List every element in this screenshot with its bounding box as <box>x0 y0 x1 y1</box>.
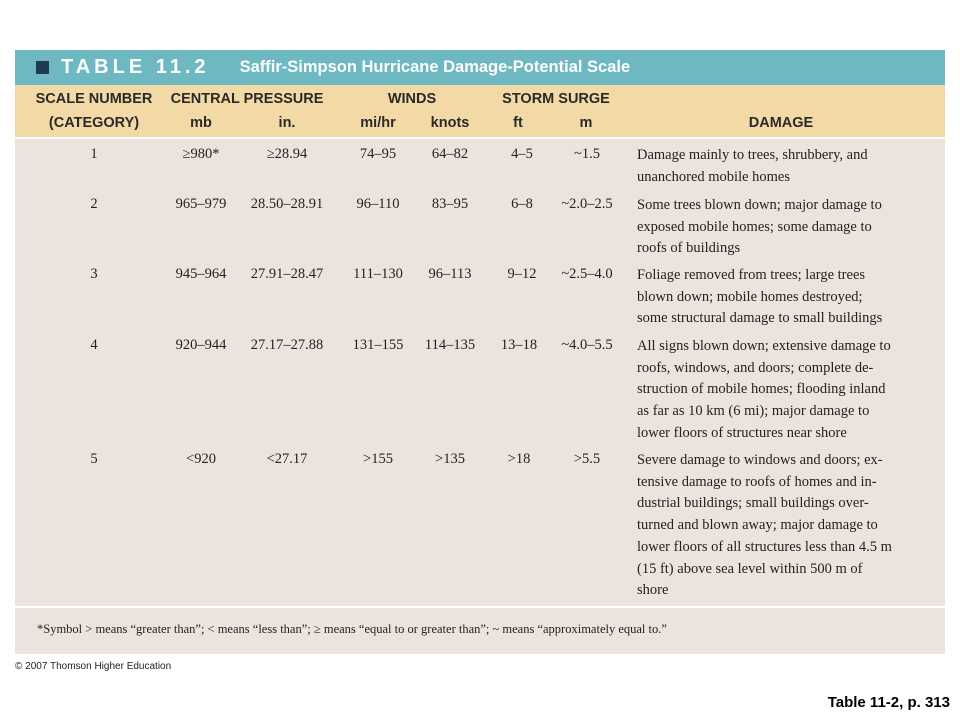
cell-m: ~1.5 <box>574 146 600 162</box>
cell-ft: 6–8 <box>511 196 533 212</box>
header-scale-number: SCALE NUMBER <box>35 91 153 107</box>
table-header <box>15 85 945 139</box>
header-m: m <box>579 115 593 131</box>
cell-knots: 64–82 <box>431 146 469 162</box>
header-storm-surge: STORM SURGE <box>502 91 610 107</box>
cell-damage <box>637 450 927 602</box>
header-mph: mi/hr <box>360 115 396 131</box>
damage-line: exposed mobile homes; some damage to <box>637 218 872 235</box>
damage-line: lower floors of all structures less than 4.5 m <box>637 538 892 555</box>
damage-line: as far as 10 km (6 mi); major damage to <box>637 403 870 420</box>
damage-line: shore <box>637 582 669 599</box>
title-square-icon <box>36 61 49 74</box>
header-category: (CATEGORY) <box>48 115 140 131</box>
cell-mb: 965–979 <box>175 196 227 212</box>
cell-knots: 114–135 <box>424 337 476 353</box>
damage-line: Some trees blown down; major damage to <box>637 197 882 213</box>
damage-line: tensive damage to roofs of homes and in- <box>637 473 877 490</box>
damage-line: roofs, windows, and doors; complete de- <box>637 359 874 376</box>
damage-line: All signs blown down; extensive damage to <box>637 338 891 354</box>
header-in: in. <box>278 115 296 131</box>
cell-ft: 4–5 <box>511 146 533 162</box>
cell-in: ≥28.94 <box>266 146 308 162</box>
cell-damage <box>637 195 927 260</box>
damage-line: lower floors of structures near shore <box>637 424 847 441</box>
damage-line: Severe damage to windows and doors; ex- <box>637 452 883 468</box>
cell-in: 27.17–27.88 <box>250 337 324 353</box>
cell-in: 28.50–28.91 <box>250 196 324 212</box>
cell-mph: 96–110 <box>356 196 400 212</box>
cell-category: 4 <box>90 337 98 353</box>
cell-m: ~2.5–4.0 <box>561 266 613 282</box>
cell-mb: ≥980* <box>182 146 220 162</box>
cell-knots: 96–113 <box>428 266 472 282</box>
damage-line: turned and blown away; major damage to <box>637 517 878 534</box>
cell-mb: 920–944 <box>175 337 227 353</box>
cell-m: ~2.0–2.5 <box>561 196 613 212</box>
cell-category: 5 <box>90 451 98 467</box>
damage-line: unanchored mobile homes <box>637 168 791 185</box>
cell-m: ~4.0–5.5 <box>561 337 613 353</box>
cell-category: 3 <box>90 266 98 282</box>
copyright-notice: © 2007 Thomson Higher Education <box>15 661 172 672</box>
damage-line: some structural damage to small buildings <box>637 310 883 327</box>
cell-in: <27.17 <box>266 451 308 467</box>
table-reference: Table 11-2, p. 313 <box>827 694 950 711</box>
cell-category: 2 <box>90 196 98 212</box>
footnote-divider <box>15 606 945 608</box>
cell-knots: 83–95 <box>431 196 469 212</box>
damage-line: Damage mainly to trees, shrubbery, and <box>637 147 868 163</box>
cell-mb: 945–964 <box>175 266 227 282</box>
table-title: Saffir-Simpson Hurricane Damage-Potential Scale <box>239 58 631 76</box>
damage-line: (15 ft) above sea level within 500 m of <box>637 560 863 577</box>
cell-damage <box>637 336 927 445</box>
cell-mb: <920 <box>186 451 216 467</box>
cell-damage <box>637 265 927 330</box>
header-ft: ft <box>513 115 523 131</box>
table-title-bar <box>15 50 945 85</box>
header-damage: DAMAGE <box>748 115 814 131</box>
header-knots: knots <box>430 115 470 131</box>
damage-line: Foliage removed from trees; large trees <box>637 267 866 283</box>
damage-line: dustrial buildings; small buildings over- <box>637 495 869 512</box>
cell-ft: >18 <box>507 451 531 467</box>
table-footnote: *Symbol > means “greater than”; < means “less than”; ≥ means “equal to or greater than”; ~ means “approximately equal to.” <box>37 622 667 636</box>
cell-ft: 9–12 <box>507 266 537 282</box>
cell-m: >5.5 <box>573 451 601 467</box>
cell-mph: 74–95 <box>359 146 397 162</box>
table-label: TABLE 11.2 <box>61 56 210 78</box>
header-winds: WINDS <box>387 91 437 107</box>
cell-category: 1 <box>90 146 98 162</box>
cell-ft: 13–18 <box>500 337 538 353</box>
saffir-simpson-table <box>15 50 945 654</box>
damage-line: struction of mobile homes; flooding inland <box>637 381 886 398</box>
cell-damage <box>637 145 927 188</box>
damage-line: blown down; mobile homes destroyed; <box>637 288 863 305</box>
cell-mph: 131–155 <box>352 337 404 353</box>
cell-knots: >135 <box>435 451 465 467</box>
header-central-pressure: CENTRAL PRESSURE <box>170 91 324 107</box>
cell-mph: 111–130 <box>353 266 403 282</box>
cell-mph: >155 <box>363 451 393 467</box>
damage-line: roofs of buildings <box>637 240 741 257</box>
header-mb: mb <box>190 115 212 131</box>
cell-in: 27.91–28.47 <box>250 266 324 282</box>
